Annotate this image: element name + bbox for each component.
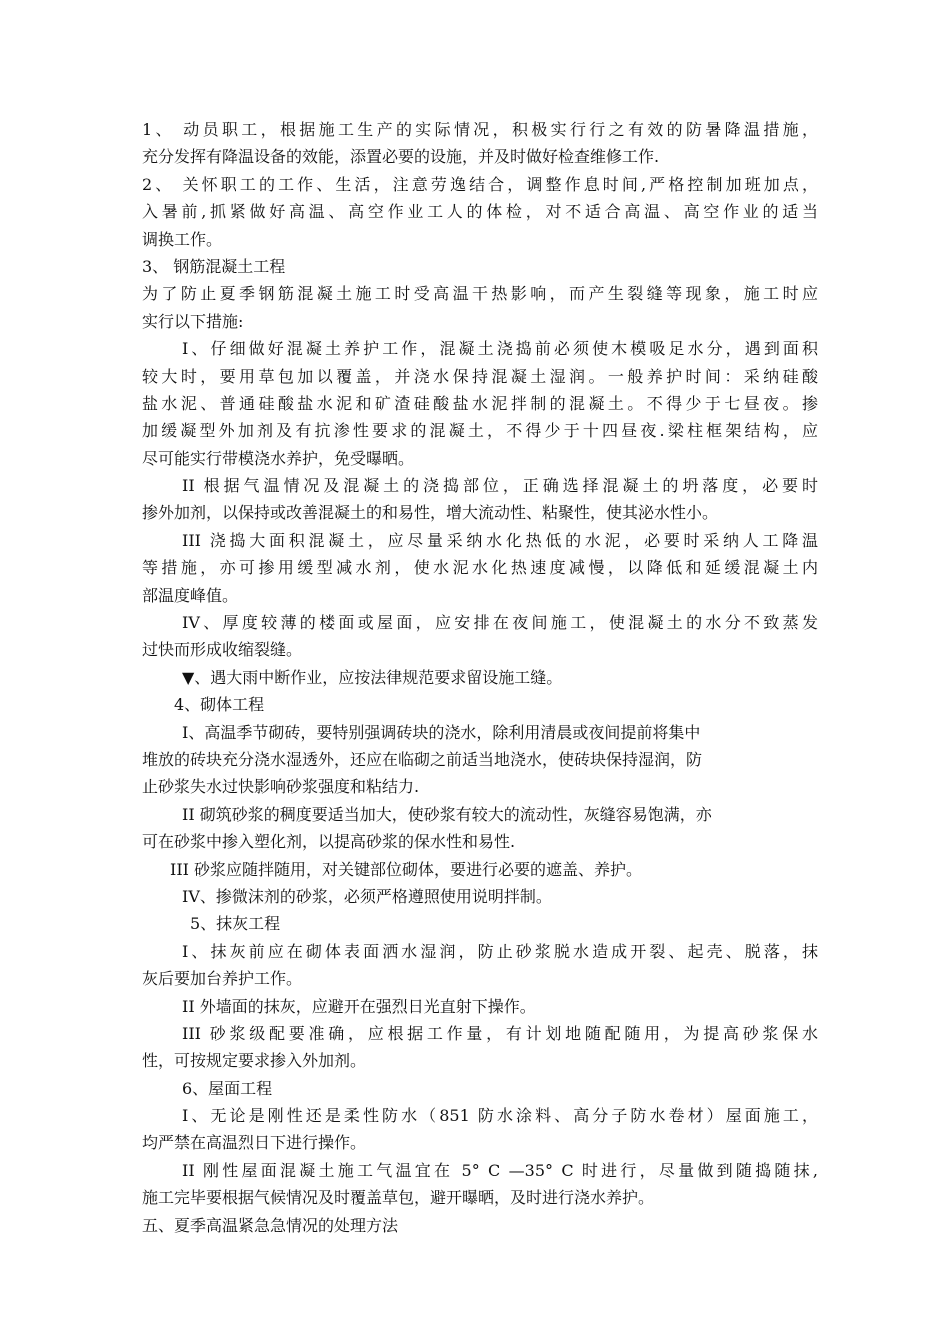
text-line: IV、掺微沫剂的砂浆，必须严格遵照使用说明拌制。 [182, 886, 552, 906]
section-heading: 4、砌体工程 [174, 695, 265, 715]
section-heading: 6、屋面工程 [182, 1078, 273, 1098]
text-line: IV、厚度较薄的楼面或屋面，应安排在夜间施工，使混凝土的水分不致蒸发 [182, 613, 818, 633]
text-line: I、高温季节砌砖，要特别强调砖块的浇水，除利用清晨或夜间提前将集中 [182, 722, 701, 742]
text-line: 等措施，亦可掺用缓型减水剂，使水泥水化热速度减慢，以降低和延缓混凝土内 [142, 558, 818, 578]
text-line: 性，可按规定要求掺入外加剂。 [142, 1051, 367, 1071]
section-heading: 五、夏季高温紧急急情况的处理方法 [142, 1215, 399, 1235]
text-line: 堆放的砖块充分浇水湿透外，还应在临砌之前适当地浇水，使砖块保持湿润，防 [142, 749, 703, 769]
text-line: I、无论是刚性还是柔性防水（851 防水涂料、高分子防水卷材）屋面施工， [182, 1106, 818, 1126]
section-heading: 5、抹灰工程 [190, 914, 281, 934]
text-line: II 根据气温情况及混凝土的浇捣部位，正确选择混凝土的坍落度，必要时 [182, 476, 818, 496]
text-line: II 外墙面的抹灰，应避开在强烈日光直射下操作。 [182, 996, 536, 1016]
text-line: 施工完毕要根据气候情况及时覆盖草包，避开曝晒，及时进行浇水养护。 [142, 1188, 655, 1208]
text-line: 2、 关怀职工的工作、生活，注意劳逸结合，调整作息时间,严格控制加班加点， [142, 174, 818, 194]
text-line: 入暑前,抓紧做好高温、高空作业工人的体检，对不适合高温、高空作业的适当 [142, 202, 818, 222]
text-line: 掺外加剂，以保持或改善混凝土的和易性，增大流动性、粘聚性，使其泌水性小。 [142, 503, 719, 523]
text-line: 过快而形成收缩裂缝。 [142, 640, 303, 660]
text-line: 调换工作。 [142, 229, 223, 249]
text-line: 较大时，要用草包加以覆盖，并浇水保持混凝土湿润。一般养护时间：采纳硅酸 [142, 366, 818, 386]
text-line: 盐水泥、普通硅酸盐水泥和矿渣硅酸盐水泥拌制的混凝土。不得少于七昼夜。掺 [142, 393, 818, 413]
text-line: 部温度峰值。 [142, 585, 239, 605]
text-line: 尽可能实行带模浇水养护，免受曝晒。 [142, 448, 415, 468]
text-line: 灰后要加台养护工作。 [142, 969, 303, 989]
text-line: I、抹灰前应在砌体表面洒水湿润，防止砂浆脱水造成开裂、起壳、脱落，抹 [182, 941, 818, 961]
text-line: 止砂浆失水过快影响砂浆强度和粘结力. [142, 777, 420, 797]
text-line: II 刚性屋面混凝土施工气温宜在 5° C —35° C 时进行，尽量做到随捣随抹, [182, 1160, 818, 1180]
text-line: II 砌筑砂浆的稠度要适当加大，使砂浆有较大的流动性，灰缝容易饱满，亦 [182, 804, 712, 824]
document-body [142, 116, 818, 1239]
text-line: I、仔细做好混凝土养护工作，混凝土浇捣前必须使木模吸足水分，遇到面积 [182, 339, 818, 359]
text-line: III 砂浆级配要准确，应根据工作量，有计划地随配随用，为提高砂浆保水 [182, 1023, 818, 1043]
text-line: 可在砂浆中掺入塑化剂，以提高砂浆的保水性和易性. [142, 832, 516, 852]
text-line: 1、 动员职工，根据施工生产的实际情况，积极实行行之有效的防暑降温措施， [142, 120, 818, 139]
text-line: ▼、遇大雨中断作业，应按法律规范要求留设施工缝。 [182, 667, 563, 687]
text-line: 为了防止夏季钢筋混凝土施工时受高温干热影响，而产生裂缝等现象，施工时应 [142, 284, 818, 304]
text-line: 充分发挥有降温设备的效能，添置必要的设施，并及时做好检查维修工作. [142, 147, 660, 167]
text-line: 加缓凝型外加剂及有抗渗性要求的混凝土，不得少于十四昼夜.梁柱框架结构，应 [142, 421, 818, 441]
section-heading: 3、 钢筋混凝土工程 [142, 256, 286, 276]
text-line: III 浇捣大面积混凝土，应尽量采纳水化热低的水泥，必要时采纳人工降温 [182, 530, 818, 550]
text-line: III 砂浆应随拌随用，对关键部位砌体，要进行必要的遮盖、养护。 [170, 859, 643, 879]
text-line: 实行以下措施: [142, 311, 244, 331]
text-line: 均严禁在高温烈日下进行操作。 [142, 1133, 367, 1153]
